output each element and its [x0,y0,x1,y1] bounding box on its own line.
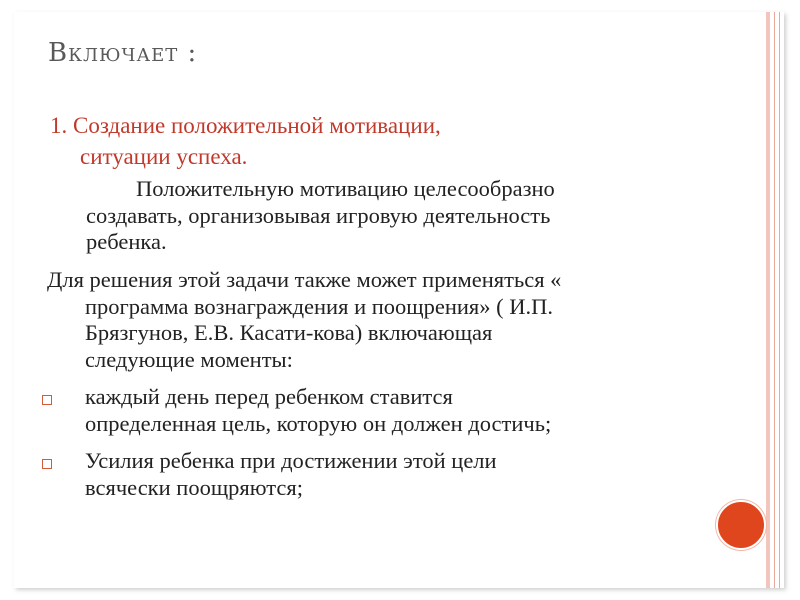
bullet-square-icon [42,395,52,405]
decor-rail-far [779,12,780,588]
decor-circle-icon [716,500,766,550]
paragraph-2-line4: следующие моменты: [85,346,293,372]
point1-line1: 1. Создание положительной мотивации, [50,113,441,138]
bullet-2-line2: всячески поощряются; [85,474,303,500]
bullet-1-line2: определенная цель, которую он должен достичь; [85,410,552,436]
paragraph-1 [86,176,726,256]
paragraph-1-line3: ребенка. [86,229,167,254]
paragraph-2-line1: Для решения этой задачи также может применяться « [47,267,562,292]
point1-line2: ситуации успеха. [80,144,248,169]
slide-title: Включает : [48,38,198,68]
list-item [85,384,735,437]
decor-rail-thin [774,12,775,588]
paragraph-1-line2: создавать, организовывая игровую деятельность [86,202,551,228]
paragraph-2 [47,267,737,373]
paragraph-1-line1: Положительную мотивацию целесообразно [136,176,555,201]
list-item [85,448,735,501]
bullet-1-line1: каждый день перед ребенком ставится [85,384,453,409]
paragraph-2-line2: программа вознаграждения и поощрения» ( И.П. [85,293,554,319]
bullet-square-icon [42,459,52,469]
paragraph-2-line3: Брязгунов, Е.В. Касати-кова) включающая [85,320,493,345]
bullet-2-line1: Усилия ребенка при достижении этой цели [85,448,497,473]
decor-rail-wide [766,12,770,588]
